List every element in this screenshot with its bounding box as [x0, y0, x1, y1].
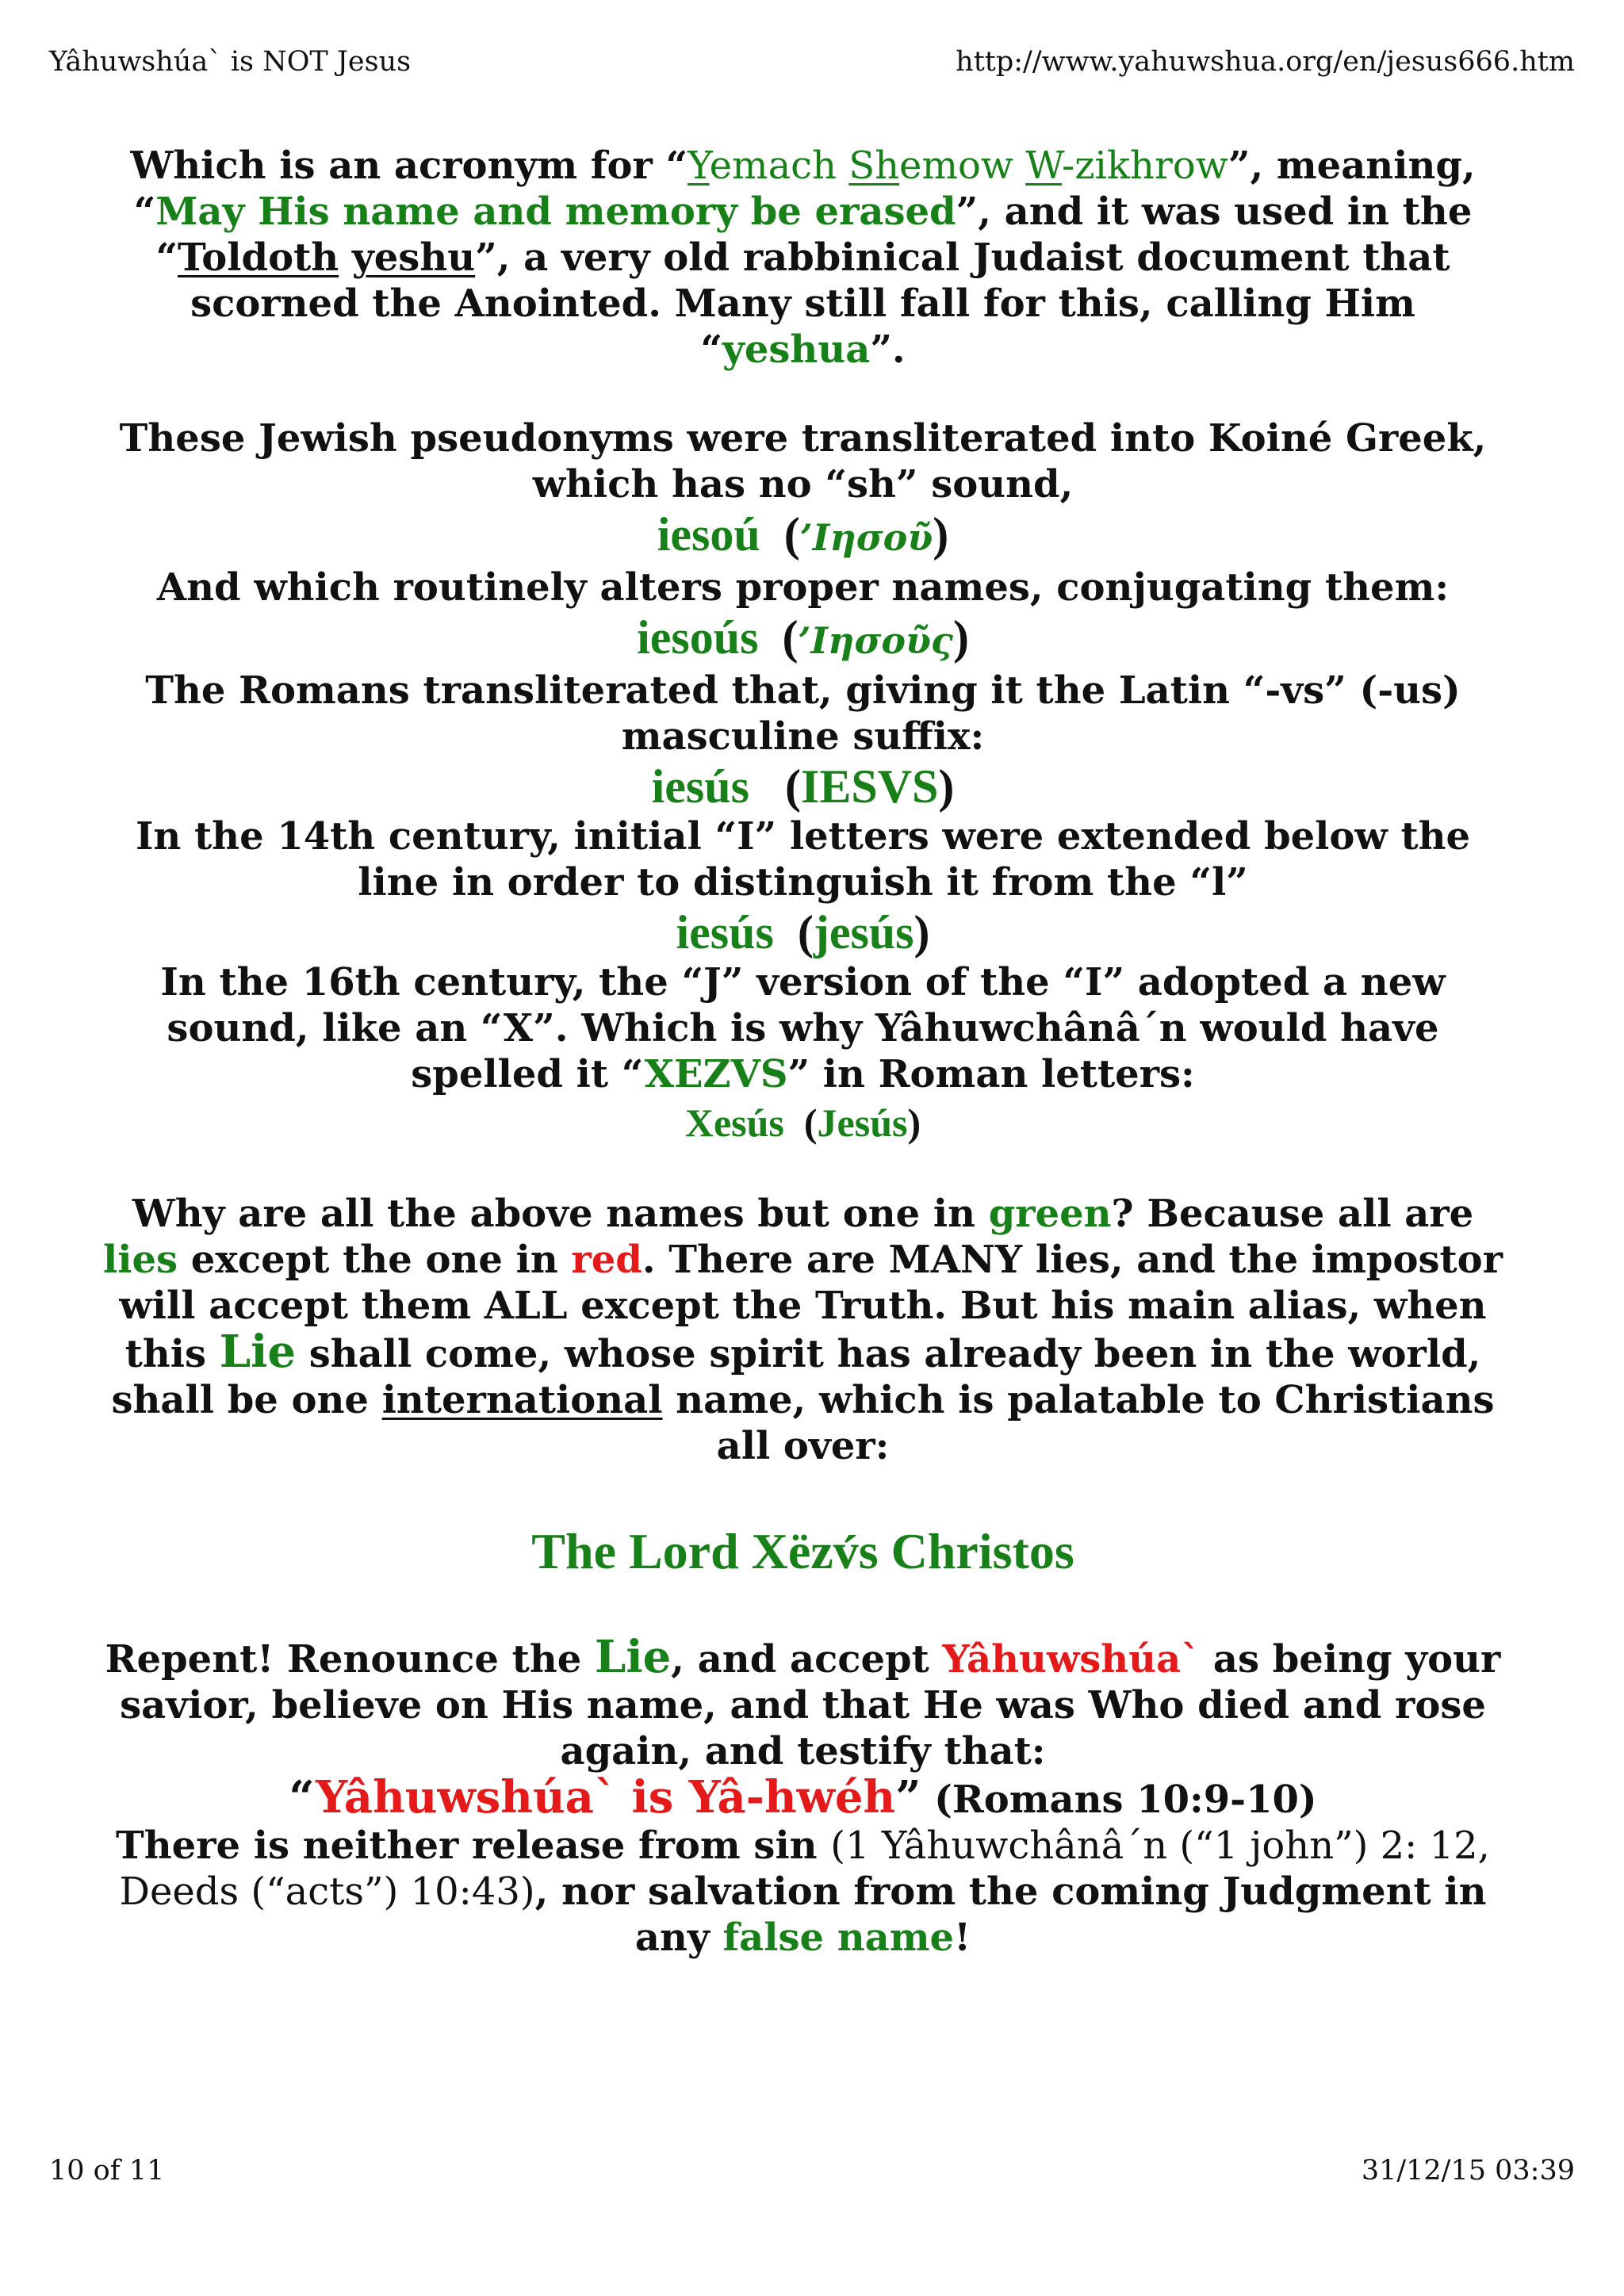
paragraph-14th-century: In the 14th century, initial “I” letters were extended below the line in order to distinguish it from the “l” — [135, 814, 1471, 905]
word-red: red — [571, 1238, 642, 1282]
word-lie: Lie — [219, 1326, 296, 1378]
text-run: Why are all the above names but one in — [132, 1192, 989, 1236]
document-name: yeshu — [351, 235, 476, 280]
acronym-word: -zikhrow — [1062, 144, 1228, 188]
text-run: There is neither release from sin — [116, 1823, 831, 1868]
paragraph-why-green — [95, 1191, 1511, 1469]
name-line-jesus — [95, 905, 1511, 959]
name-latin: iesoús — [637, 611, 759, 664]
footer-datetime: 31/12/15 03:39 — [1361, 2155, 1575, 2187]
acronym-letter-w: W — [1025, 144, 1063, 188]
name-line-iesvs — [95, 760, 1511, 813]
text-run: ”, and it was used in the “ — [155, 189, 1473, 280]
word-lies: lies — [103, 1238, 178, 1282]
paragraph-greek: These Jewish pseudonyms were transliterated into Koiné Greek, which has no “sh” sound, — [119, 416, 1487, 507]
name-latin: iesús — [676, 906, 774, 959]
text-run: . There are MANY lies, and the impostor will accept them ALL except the Truth. But his main alias, when this — [119, 1238, 1503, 1376]
paren: ( — [803, 1100, 818, 1145]
false-name: false name — [722, 1915, 955, 1960]
footer-page-number: 10 of 11 — [49, 2155, 165, 2187]
paren: ) — [914, 906, 930, 959]
scripture-citation: (1 Yâhuwchânâ´n (“1 john”) 2: 12, Deeds (“acts”) 10:43) — [119, 1823, 1490, 1914]
text-run: except the one in — [178, 1238, 572, 1282]
text-run: as being your savior, believe on His name, and that He was Who died and rose again, and testify that: — [120, 1637, 1501, 1774]
acronym-letter-sh: Sh — [848, 144, 900, 188]
text-run: name, which is palatable to Christians all over: — [662, 1378, 1495, 1468]
confession: Yâhuwshúa` is Yâ-hwéh — [316, 1771, 896, 1823]
header-page-title: Yâhuwshúa` is NOT Jesus — [49, 46, 412, 78]
name-line-iesou — [95, 507, 1511, 564]
paren: ) — [938, 760, 955, 813]
text-run: , nor salvation from the coming Judgment in any — [534, 1869, 1487, 1960]
false-name: yeshua — [722, 327, 871, 372]
paragraph-16th-century — [95, 959, 1511, 1097]
paragraph-acronym — [95, 143, 1511, 373]
paren: ( — [783, 508, 800, 561]
spelled-name: XEZVS — [644, 1052, 788, 1096]
text-run: ”, a very old rabbinical Judaist document that scorned the Anointed. Many still fall for this, calling Him “ — [190, 235, 1450, 372]
acronym-letter-y: Y — [688, 144, 710, 188]
name-greek: ’Ιησοῦς — [798, 619, 953, 662]
name-latin: iesoú — [657, 508, 760, 561]
scripture-reference: (Romans 10:9-10) — [921, 1777, 1317, 1822]
quote-mark: “ — [289, 1771, 316, 1823]
name-alt: jesús — [813, 906, 914, 959]
text-run: Which is an acronym for “ — [130, 144, 688, 188]
text-run: ! — [954, 1915, 971, 1960]
text-run: , and accept — [671, 1637, 943, 1682]
paren: ( — [797, 906, 814, 959]
text-run: ”. — [870, 327, 906, 372]
paren: ) — [907, 1100, 921, 1145]
header-url: http://www.yahuwshua.org/en/jesus666.htm — [956, 46, 1575, 78]
text-run: ”, meaning, “ — [133, 144, 1476, 234]
paren: ) — [952, 611, 969, 664]
name-line-iesous — [95, 610, 1511, 668]
name-latin: Xesús — [684, 1100, 784, 1145]
name-greek: ’Ιησοῦ — [799, 516, 933, 559]
document-name: Toldoth — [178, 235, 339, 280]
acronym-word: emow — [899, 144, 1026, 188]
word-lie: Lie — [594, 1631, 672, 1683]
paragraph-romans: The Romans transliterated that, giving it the Latin “-vs” (-us) masculine suffix: — [145, 668, 1461, 759]
text-run: shall come, whose spirit has already been in the world, shall be one — [111, 1332, 1481, 1422]
paren: ) — [933, 508, 949, 561]
text-run: Repent! Renounce the — [105, 1637, 595, 1682]
name-alt: IESVS — [800, 760, 939, 813]
paren: ( — [784, 760, 801, 813]
savior-name: Yâhuwshúa` — [942, 1637, 1201, 1682]
name-line-xesus — [95, 1097, 1511, 1148]
the-lord-heading: The Lord Xëzv́s Christos — [531, 1523, 1074, 1579]
acronym-meaning: May His name and memory be erased — [155, 189, 956, 234]
text-run: ” in Roman letters: — [787, 1052, 1195, 1096]
paragraph-release — [95, 1823, 1511, 1961]
name-latin: iesús — [651, 760, 749, 813]
paren: ( — [782, 611, 799, 664]
text-run: ? Because all are — [1111, 1192, 1474, 1236]
paragraph-conjugating: And which routinely alters proper names, conjugating them: — [156, 565, 1450, 610]
name-alt: Jesús — [817, 1100, 908, 1145]
text-run: In the 16th century, the “J” version of the “I” adopted a new sound, like an “X”. Which is why Yâhuwchânâ´n would have spelled it “ — [160, 960, 1446, 1096]
document-body — [95, 143, 1511, 1961]
word-green: green — [988, 1192, 1112, 1236]
quote-mark: ” — [895, 1771, 921, 1823]
acronym-word: emach — [709, 144, 849, 188]
paragraph-repent — [95, 1631, 1511, 1823]
word-international: international — [381, 1378, 663, 1422]
